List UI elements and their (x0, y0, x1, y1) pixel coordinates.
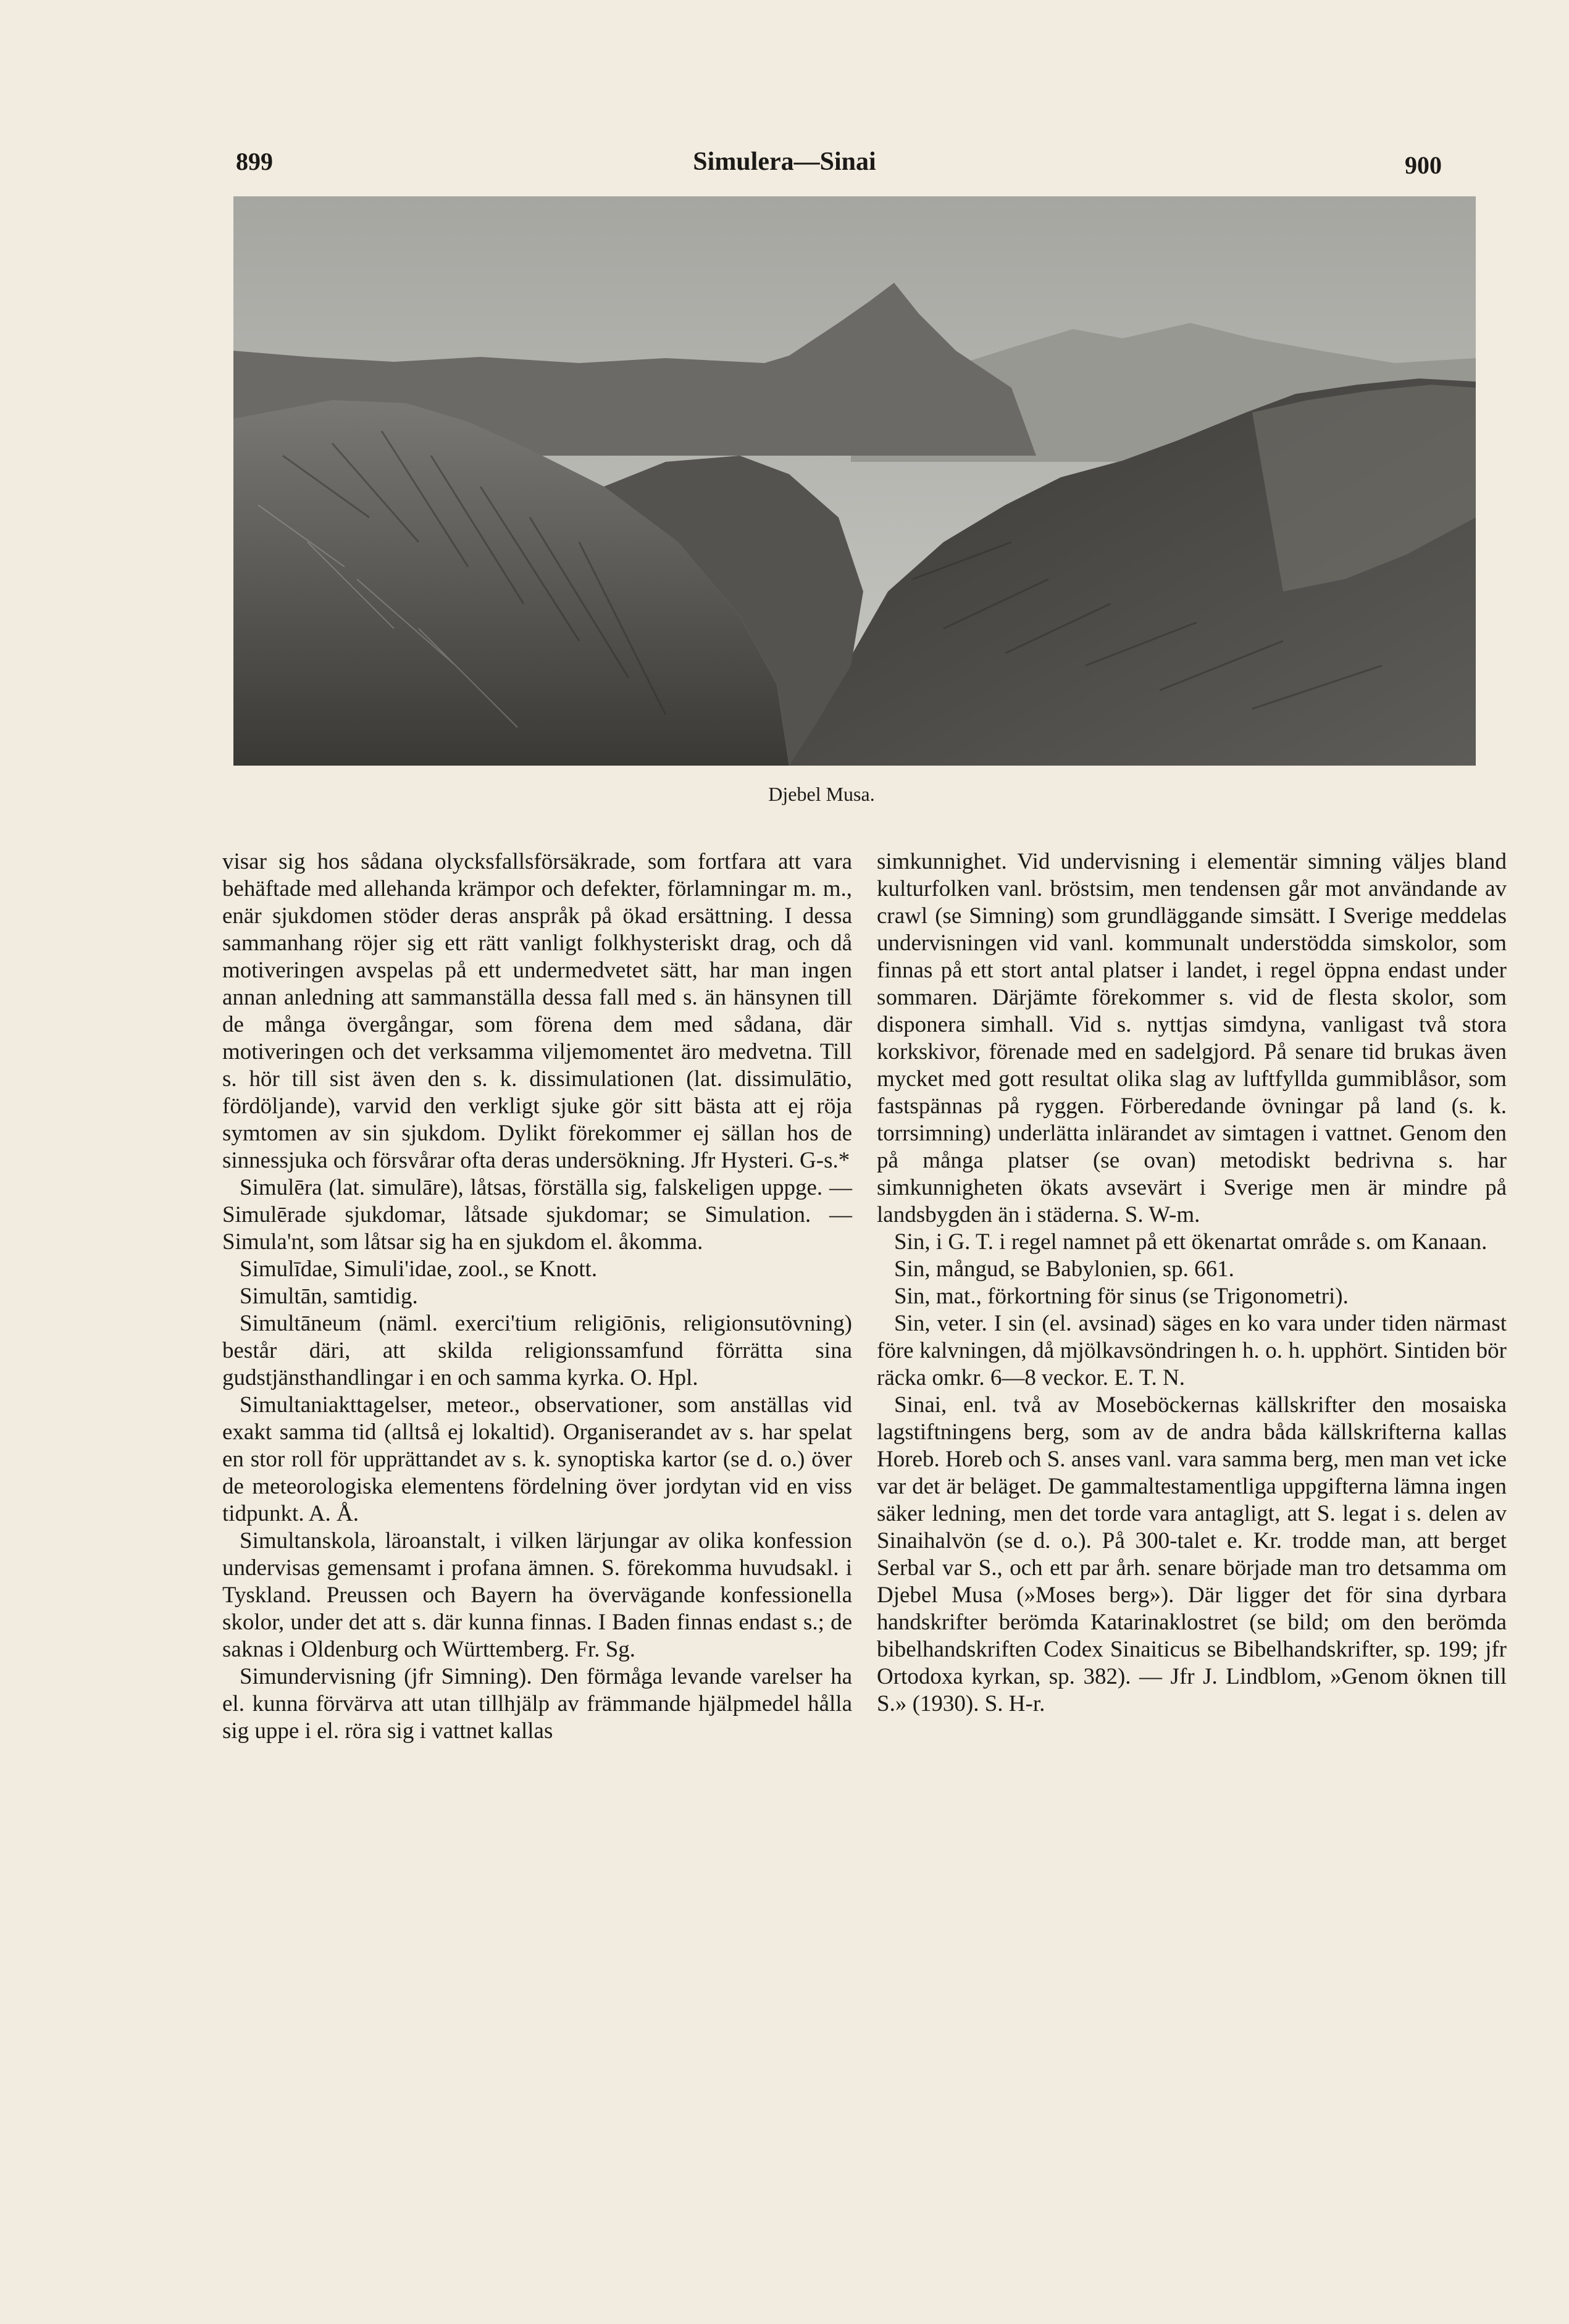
figure-caption: Djebel Musa. (768, 783, 875, 805)
entry-sin-mat: Sin, mat., förkortning för sinus (se Trigonometri). (894, 1284, 1349, 1309)
mountain-photograph (233, 196, 1476, 766)
running-title: Simulera—Sinai (693, 148, 876, 176)
entry-sin-mangud: Sin, mångud, se Babylonien, sp. 661. (894, 1256, 1234, 1282)
entry-simultan: Simultān, samtidig. (240, 1284, 418, 1309)
entry-simulation-continued: visar sig hos sådana olycksfallsförsäkrade, som fortfara att vara behäftade med allehanda krämpor och defekter, förlamningar m. m., enär sjukdomen stöder deras anspråk på ökad ersättning. I dessa sammanhang röjer sig ett rätt vanligt folkhysteriskt drag, och då motiveringen avspelas på ett undermedvetet sätt, har man ingen annan anledning att sammanställa dessa fall med s. än hänsynen till de många övergångar, som förena dem med sådana, där motiveringen och det verksamma viljemomentet äro medvetna. Till s. hör till sist även den s. k. dissimulationen (lat. dissimulātio, fördöljande), varvid den verkligt sjuke gör sitt bästa att ej röja symtomen av sin sjukdom. Dylikt förekommer ej sällan hos de sinnessjuka och försvårar ofta deras undersökning. Jfr Hysteri. G-s.* (222, 849, 852, 1173)
entry-simulidae: Simulīdae, Simuli'idae, zool., se Knott. (240, 1256, 598, 1282)
entry-simundervisning: Simundervisning (jfr Simning). Den förmåga levande varelser ha el. kunna förvärva att utan tillhjälp av främmande hjälpmedel hålla sig uppe i el. röra sig i vattnet kallas (222, 1664, 852, 1744)
entry-simundervisning-continued: simkunnighet. Vid undervisning i elementär simning väljes bland kulturfolken vanl. bröstsim, men tendensen går mot användande av crawl (se Simning) som grundläggande simsätt. I Sverige meddelas undervisningen vid vanl. kommunalt understödda simskolor, som finnas på ett stort antal platser i landet, i regel öppna endast under sommaren. Därjämte förekommer s. vid de flesta skolor, som disponera simhall. Vid s. nyttjas simdyna, vanligast två stora korkskivor, förenade med en sadelgjord. På senare tid brukas även mycket med gott resultat olika slag av luftfyllda gummiblåsor, som fastspännas på ryggen. Förberedande övningar på land (s. k. torrsimning) underlätta inlärandet av simtagen i vattnet. Genom den på många platser (se ovan) metodiskt bedrivna s. har simkunnigheten ökats avsevärt i Sverige men är mindre på landsbygden än i städerna. S. W-m. (877, 849, 1507, 1227)
entry-sin-veter: Sin, veter. I sin (el. avsinad) säges en ko vara under tiden närmast före kalvningen, då mjölkavsöndringen h. o. h. upphört. Sintiden bör räcka omkr. 6—8 veckor. E. T. N. (877, 1311, 1507, 1390)
entry-simulera: Simulēra (lat. simulāre), låtsas, förställa sig, falskeligen uppge. — Simulērade sjukdomar, låtsade sjukdomar; se Simulation. — Simula'nt, som låtsar sig ha en sjukdom el. åkomma. (222, 1175, 852, 1255)
page-header (0, 147, 1569, 190)
page-number-right: 900 (1405, 151, 1442, 179)
entry-simultaniakttagelser: Simultaniakttagelser, meteor., observationer, som anställas vid exakt samma tid (alltså ej lokaltid). Organiserandet av s. har spelat en stor roll för upprättandet av s. k. synoptiska kartor (se d. o.) över de meteorologiska elementens fördelning över jordytan vid en viss tidpunkt. A. Å. (222, 1392, 852, 1526)
entry-sin-gt: Sin, i G. T. i regel namnet på ett ökenartat område s. om Kanaan. (894, 1229, 1487, 1255)
entry-simultaneum: Simultāneum (näml. exerci'tium religiōnis, religionsutövning) består däri, att skilda religionssamfund förrätta sina gudstjänsthandlingar i en och samma kyrka. O. Hpl. (222, 1311, 852, 1390)
left-column (222, 848, 852, 1745)
entry-simultanskola: Simultanskola, läroanstalt, i vilken lärjungar av olika konfession undervisas gemensamt i profana ämnen. S. förekomma huvudsakl. i Tyskland. Preussen och Bayern ha övervägande konfessionella skolor, under det att s. där kunna finnas. I Baden finnas endast s.; de saknas i Oldenburg och Württemberg. Fr. Sg. (222, 1528, 852, 1662)
right-column (877, 848, 1507, 1718)
entry-sinai: Sinai, enl. två av Moseböckernas källskrifter den mosaiska lagstiftningens berg, som av de andra båda källskrifterna kallas Horeb. Horeb och S. anses vanl. vara samma berg, men man vet icke var det är beläget. De gammaltestamentliga uppgifterna lämna ingen säker ledning, men det torde vara antagligt, att S. legat i s. delen av Sinaihalvön (se d. o.). På 300-talet e. Kr. trodde man, att berget Serbal var S., och ett par årh. senare började man tro detsamma om Djebel Musa (»Moses berg»). Där ligger det för sina dyrbara handskrifter berömda Katarinaklostret (se bild; om den berömda bibelhandskriften Codex Sinaiticus se Bibelhandskrifter, sp. 199; jfr Ortodoxa kyrkan, sp. 382). — Jfr J. Lindblom, »Genom öknen till S.» (1930). S. H-r. (877, 1392, 1507, 1716)
page-number-left: 899 (236, 148, 273, 175)
